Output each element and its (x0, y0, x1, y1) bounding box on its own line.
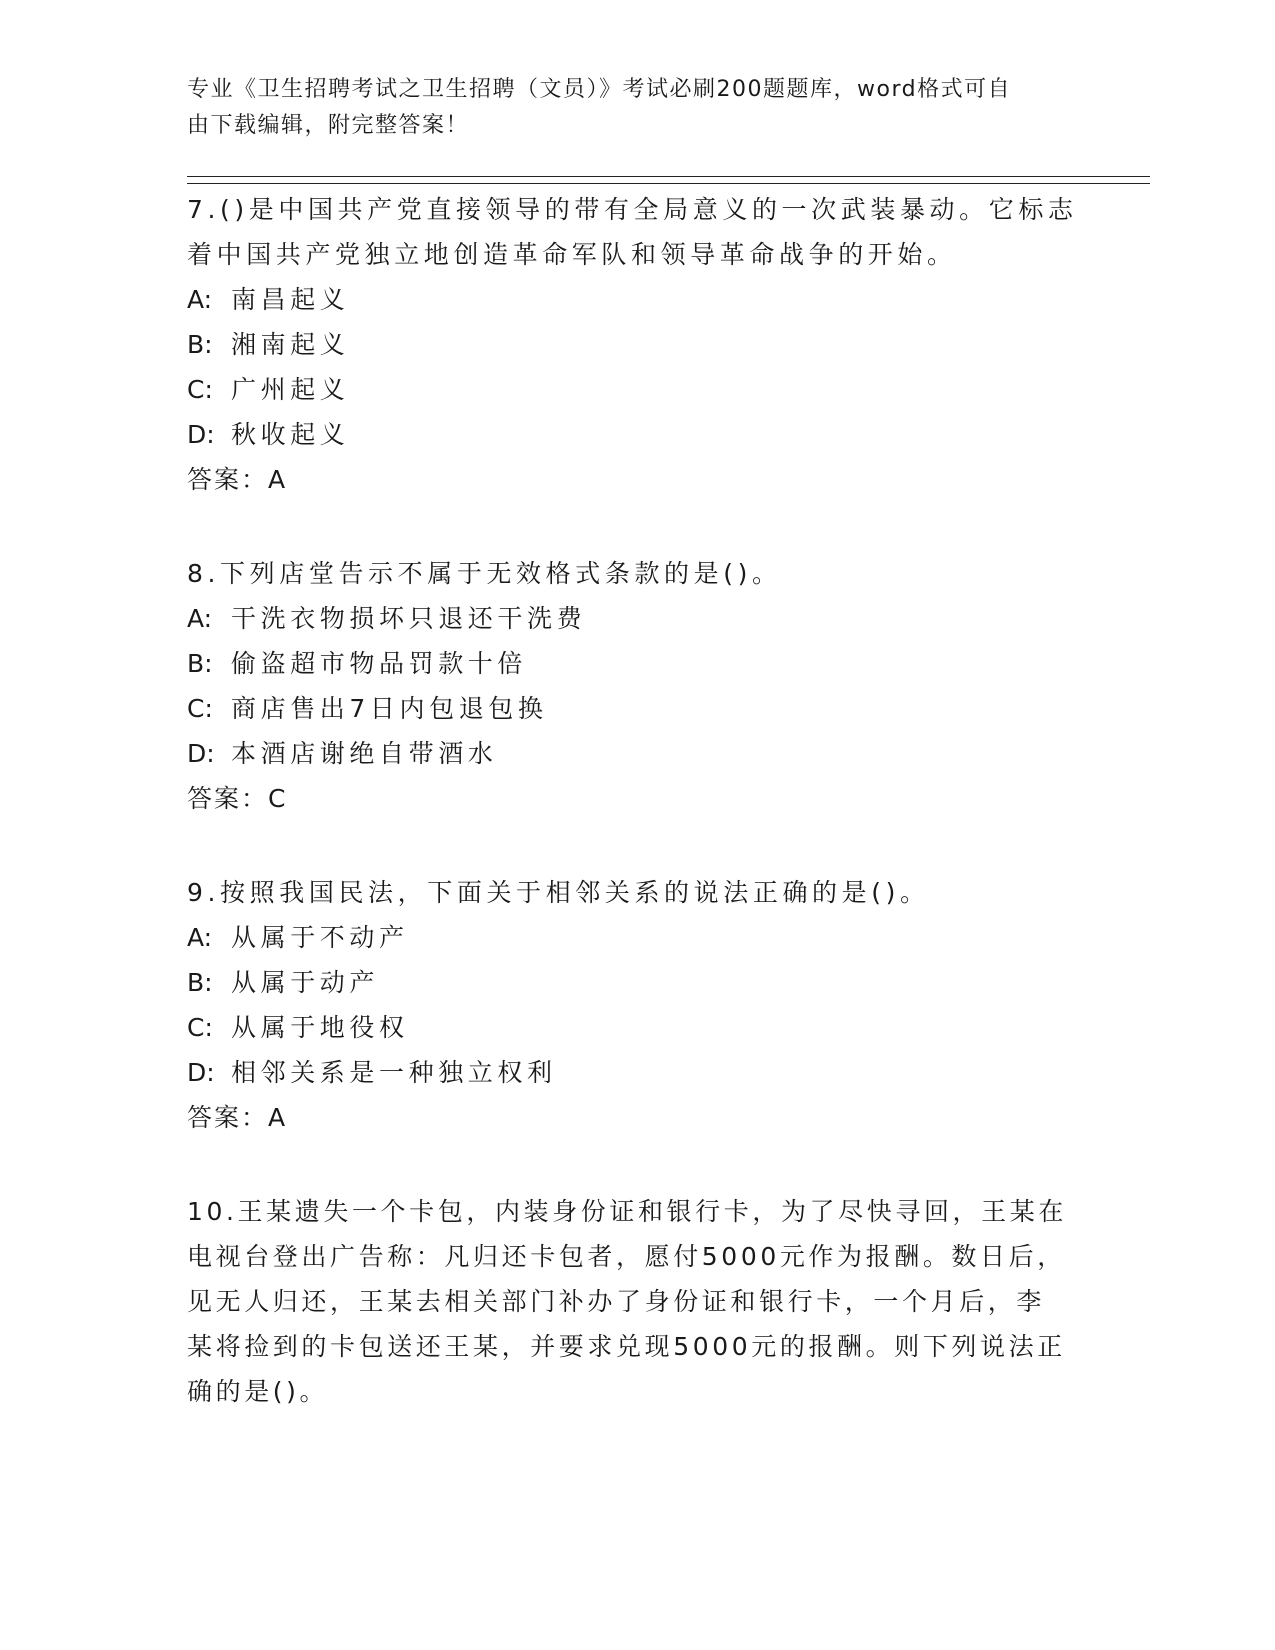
option-text: 本酒店谢绝自带酒水 (231, 739, 498, 768)
question-7-stem-line-2: 着中国共产党独立地创造革命军队和领导革命战争的开始。 (187, 240, 957, 269)
option-label: D: (187, 1058, 215, 1087)
option-text: 商店售出7日内包退包换 (231, 694, 548, 723)
question-8-option-d (187, 731, 1087, 776)
question-8-answer: 答案：C (187, 784, 288, 813)
header-divider-top (187, 176, 1150, 177)
question-10 (187, 1189, 1087, 1414)
question-10-stem-line-3: 见无人归还，王某去相关部门补办了身份证和银行卡，一个月后，李 (187, 1287, 1046, 1316)
question-7-option-c (187, 367, 1087, 412)
question-9-stem-line-1: 9.按照我国民法，下面关于相邻关系的说法正确的是()。 (187, 878, 930, 907)
question-10-stem-line-4: 某将捡到的卡包送还王某，并要求兑现5000元的报酬。则下列说法正 (187, 1332, 1066, 1361)
option-text: 相邻关系是一种独立权利 (231, 1058, 557, 1087)
option-text: 南昌起义 (231, 285, 350, 314)
option-text: 广州起义 (231, 375, 350, 404)
header-divider-bottom (187, 183, 1150, 184)
option-label: B: (187, 968, 213, 997)
option-text: 秋收起义 (231, 420, 350, 449)
question-9-option-b (187, 960, 1087, 1005)
question-7 (187, 187, 1087, 502)
document-header (187, 72, 1067, 144)
option-text: 偷盗超市物品罚款十倍 (231, 649, 528, 678)
question-7-option-d (187, 412, 1087, 457)
option-text: 干洗衣物损坏只退还干洗费 (231, 604, 587, 633)
question-7-option-a (187, 277, 1087, 322)
question-8-option-c (187, 686, 1087, 731)
question-list (187, 187, 1087, 1414)
option-label: C: (187, 1013, 213, 1042)
question-9-option-a (187, 915, 1087, 960)
question-8-stem-line-1: 8.下列店堂告示不属于无效格式条款的是()。 (187, 559, 782, 588)
question-10-stem-line-5: 确的是()。 (187, 1377, 329, 1406)
header-line-2: 由下载编辑，附完整答案！ (187, 113, 470, 138)
option-label: D: (187, 739, 215, 768)
option-label: A: (187, 285, 213, 314)
question-9 (187, 870, 1087, 1140)
option-label: D: (187, 420, 215, 449)
option-label: A: (187, 923, 213, 952)
question-9-answer: 答案：A (187, 1103, 288, 1132)
question-7-option-b (187, 322, 1087, 367)
option-text: 从属于地役权 (231, 1013, 409, 1042)
option-label: C: (187, 375, 213, 404)
question-9-option-d (187, 1050, 1087, 1095)
option-text: 从属于动产 (231, 968, 380, 997)
question-7-stem-line-1: 7.()是中国共产党直接领导的带有全局意义的一次武装暴动。它标志 (187, 195, 1078, 224)
option-label: C: (187, 694, 213, 723)
option-text: 湘南起义 (231, 330, 350, 359)
option-label: A: (187, 604, 213, 633)
question-10-stem-line-1: 10.王某遗失一个卡包，内装身份证和银行卡，为了尽快寻回，王某在 (187, 1197, 1067, 1226)
question-8-option-a (187, 596, 1087, 641)
option-label: B: (187, 330, 213, 359)
header-line-1: 专业《卫生招聘考试之卫生招聘（文员）》考试必刷200题题库，word格式可自 (187, 77, 1012, 102)
question-10-stem-line-2: 电视台登出广告称：凡归还卡包者，愿付5000元作为报酬。数日后， (187, 1242, 1066, 1271)
question-8-option-b (187, 641, 1087, 686)
question-8 (187, 551, 1087, 821)
option-text: 从属于不动产 (231, 923, 409, 952)
question-7-answer: 答案：A (187, 465, 288, 494)
option-label: B: (187, 649, 213, 678)
question-9-option-c (187, 1005, 1087, 1050)
